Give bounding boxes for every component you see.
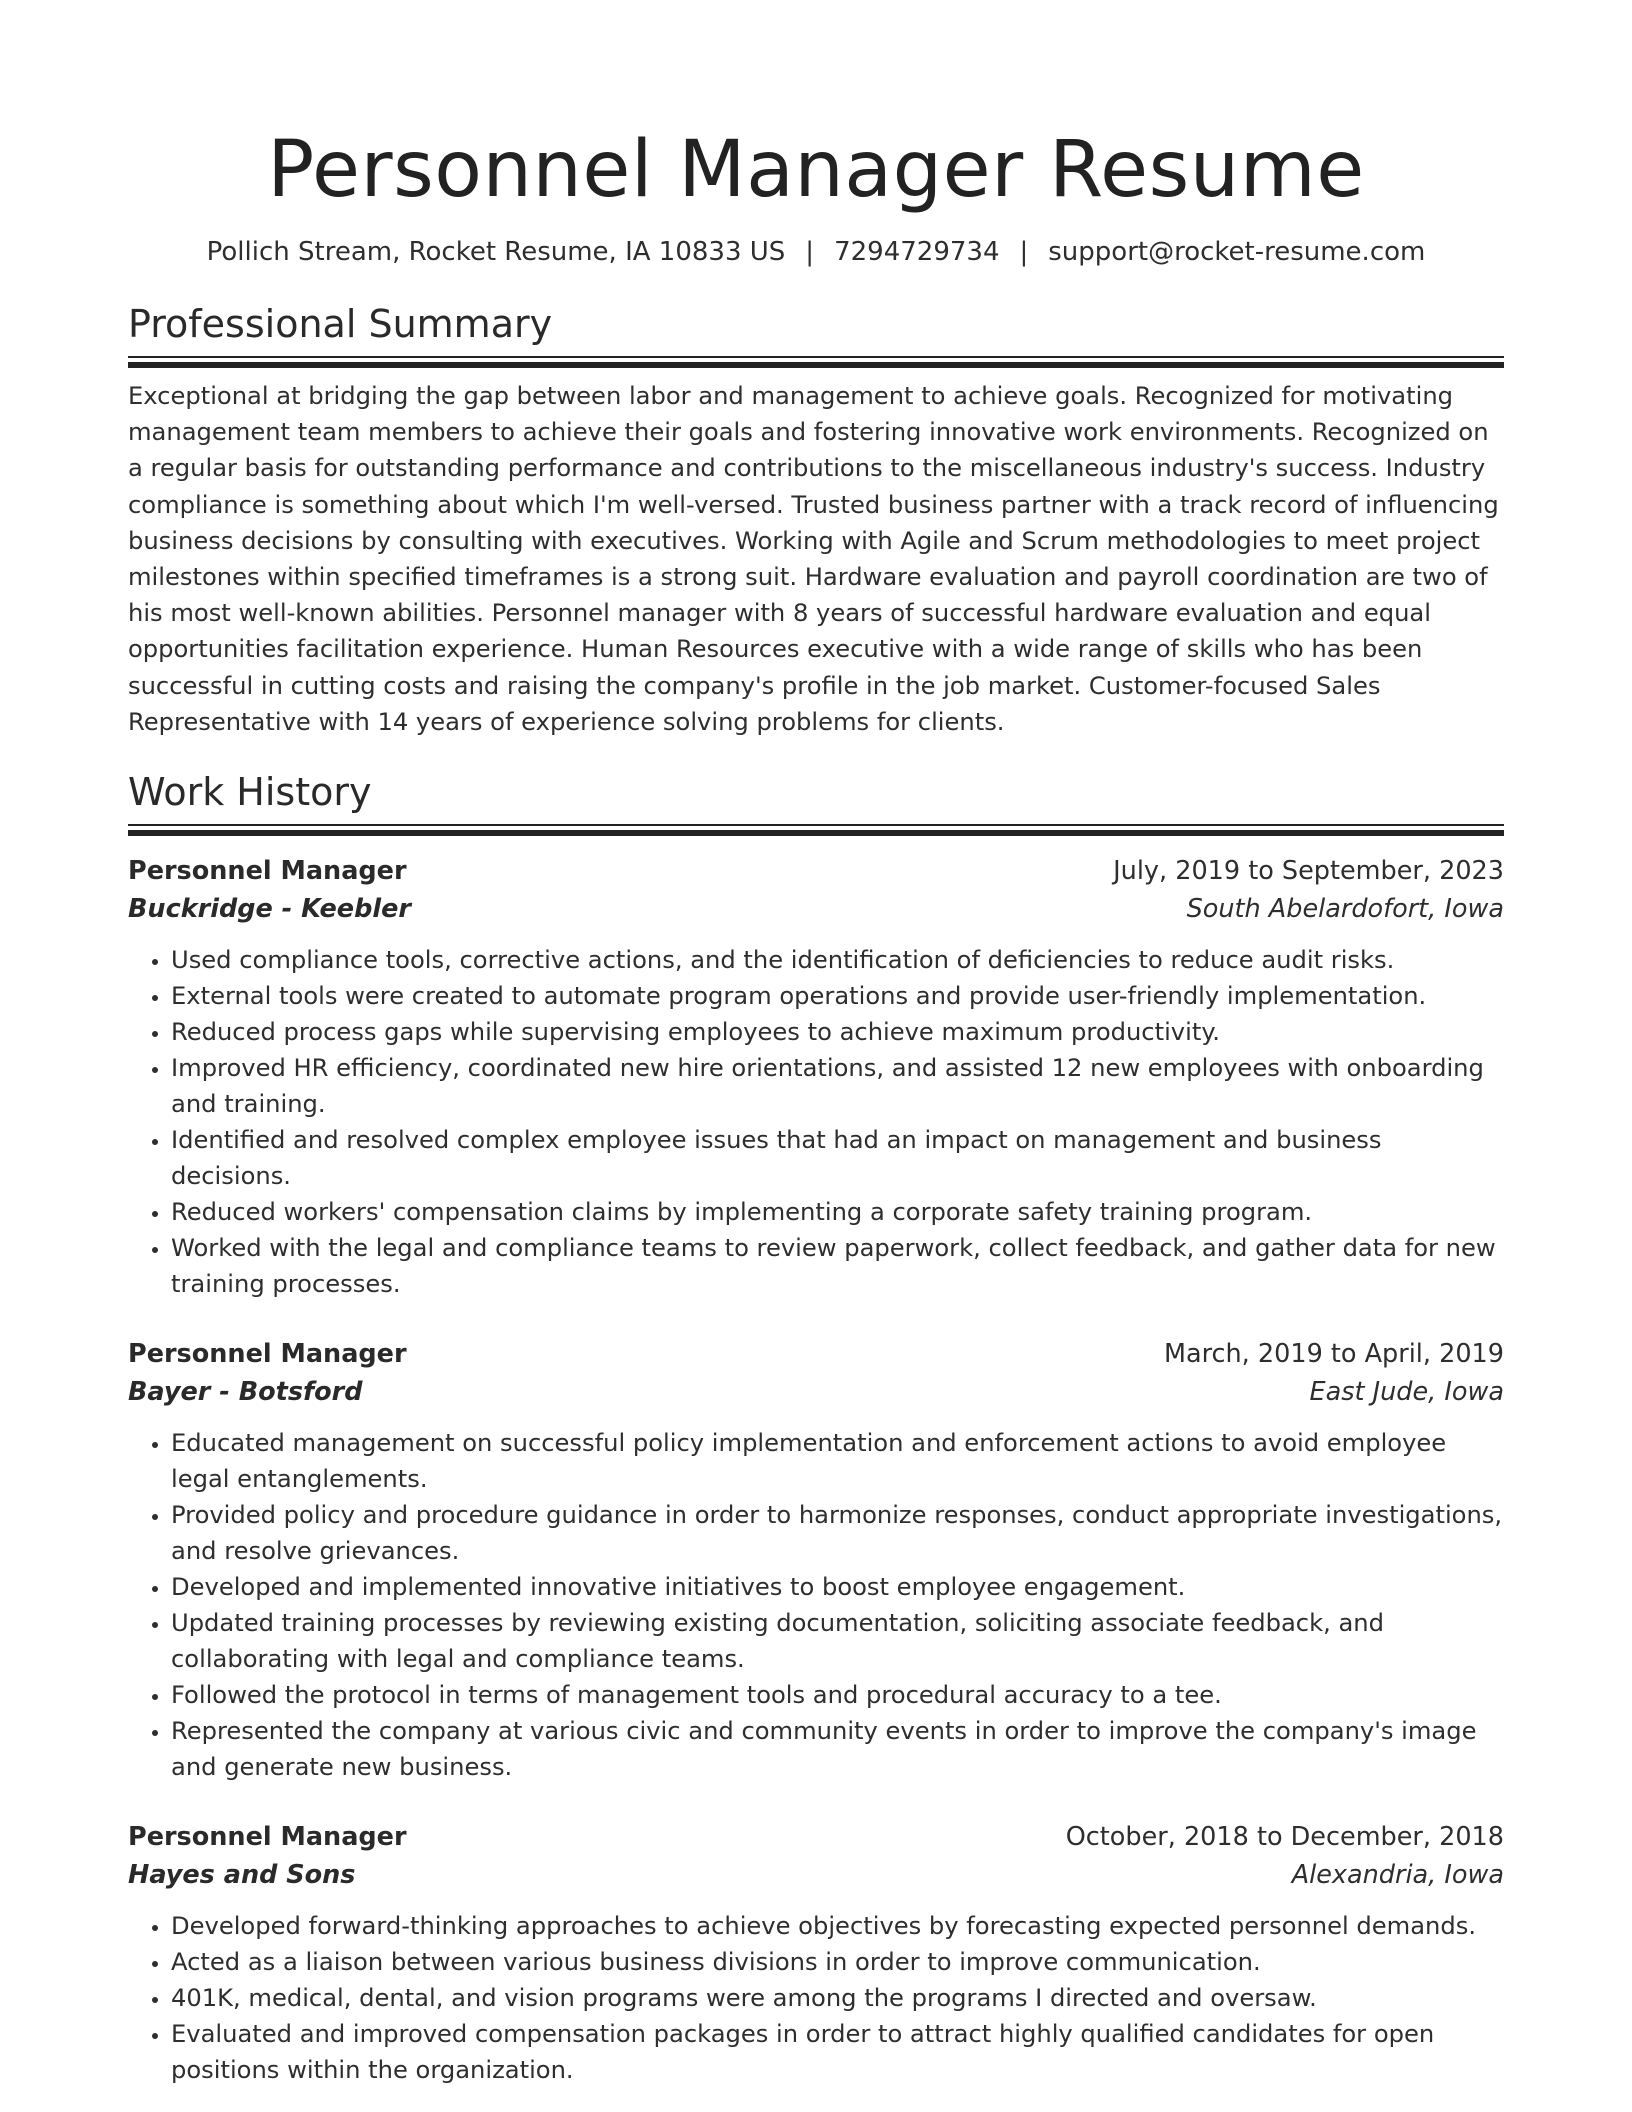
list-item: • Provided policy and procedure guidance in order to harmonize responses, conduct appropriate investigations, and resolve grievances. [171, 1497, 1504, 1569]
list-item: • Developed forward-thinking approaches to achieve objectives by forecasting expected personnel demands. [171, 1908, 1504, 1944]
list-item: • Updated training processes by reviewing existing documentation, soliciting associate feedback, and collaborating with legal and compliance teams. [171, 1605, 1504, 1677]
job-header-row [128, 852, 1504, 890]
job-header-row [128, 1818, 1504, 1856]
work-history-section [128, 768, 1504, 2088]
page-title: Personnel Manager Resume [267, 125, 1365, 215]
job-bullet-list [128, 1908, 1504, 2088]
job-header-row [128, 1335, 1504, 1373]
contact-separator: | [1019, 237, 1029, 267]
contact-separator: | [805, 237, 815, 267]
summary-text: Exceptional at bridging the gap between labor and management to achieve goals. Recognized for motivating management team members to achieve their goals and fostering innovative work environments. Recognized on a regular basis for outstanding performance and contributions to the miscellaneous industry's success. Industry compliance is something about which I'm well-versed. Trusted business partner with a track record of influencing business decisions by consulting with executives. Working with Agile and Scrum methodologies to meet project milestones within specified timeframes is a strong suit. Hardware evaluation and payroll coordination are two of his most well-known abilities. Personnel manager with 8 years of successful hardware evaluation and equal opportunities facilitation experience. Human Resources executive with a wide range of skills who has been successful in cutting costs and raising the company's profile in the job market. Customer-focused Sales Representative with 14 years of experience solving problems for clients. [128, 382, 1499, 736]
job-title: Personnel Manager [128, 1822, 407, 1853]
list-item: • Educated management on successful policy implementation and enforcement actions to avoid employee legal entanglements. [171, 1425, 1504, 1497]
section-heading-work-history: Work History [128, 770, 372, 815]
job-company-row [128, 1373, 1504, 1411]
job-title: Personnel Manager [128, 1339, 407, 1370]
list-item: • Followed the protocol in terms of management tools and procedural accuracy to a tee. [171, 1677, 1504, 1713]
section-divider [128, 356, 1504, 368]
job-location: Alexandria, Iowa [1291, 1860, 1504, 1891]
section-heading-professional-summary: Professional Summary [128, 302, 553, 346]
list-item: • 401K, medical, dental, and vision programs were among the programs I directed and oversaw. [171, 1980, 1504, 2016]
list-item: • Used compliance tools, corrective actions, and the identification of deficiencies to reduce audit risks. [171, 942, 1504, 978]
job-entry [128, 1818, 1504, 2088]
list-item: • Identified and resolved complex employee issues that had an impact on management and business decisions. [171, 1122, 1504, 1194]
list-item: • Reduced workers' compensation claims by implementing a corporate safety training program. [171, 1194, 1504, 1230]
job-dates: March, 2019 to April, 2019 [1163, 1339, 1504, 1370]
job-entry [128, 852, 1504, 1302]
job-entry [128, 1335, 1504, 1785]
job-company: Buckridge - Keebler [128, 894, 411, 925]
job-location: East Jude, Iowa [1309, 1377, 1504, 1408]
professional-summary-section [128, 300, 1504, 740]
list-item: • Acted as a liaison between various business divisions in order to improve communication. [171, 1944, 1504, 1980]
contact-email: support@rocket-resume.com [1048, 237, 1426, 267]
list-item: • External tools were created to automate program operations and provide user-friendly implementation. [171, 978, 1504, 1014]
job-bullet-list [128, 1425, 1504, 1785]
list-item: • Improved HR efficiency, coordinated new hire orientations, and assisted 12 new employees with onboarding and training. [171, 1050, 1504, 1122]
job-location: South Abelardofort, Iowa [1186, 894, 1504, 925]
list-item: • Developed and implemented innovative initiatives to boost employee engagement. [171, 1569, 1504, 1605]
section-divider [128, 824, 1504, 836]
job-company-row [128, 890, 1504, 928]
job-bullet-list [128, 942, 1504, 1302]
job-dates: October, 2018 to December, 2018 [1065, 1822, 1504, 1853]
contact-line [128, 235, 1504, 269]
job-dates: July, 2019 to September, 2023 [1113, 856, 1504, 887]
job-company: Bayer - Botsford [128, 1377, 363, 1408]
contact-address: Pollich Stream, Rocket Resume, IA 10833 US [206, 237, 786, 267]
list-item: • Represented the company at various civic and community events in order to improve the company's image and generate new business. [171, 1713, 1504, 1785]
list-item: • Evaluated and improved compensation packages in order to attract highly qualified candidates for open positions within the organization. [171, 2016, 1504, 2088]
job-company: Hayes and Sons [128, 1860, 356, 1891]
list-item: • Reduced process gaps while supervising employees to achieve maximum productivity. [171, 1014, 1504, 1050]
job-title: Personnel Manager [128, 856, 407, 887]
contact-phone: 7294729734 [834, 237, 1000, 267]
job-company-row [128, 1856, 1504, 1894]
list-item: • Worked with the legal and compliance teams to review paperwork, collect feedback, and gather data for new training processes. [171, 1230, 1504, 1302]
